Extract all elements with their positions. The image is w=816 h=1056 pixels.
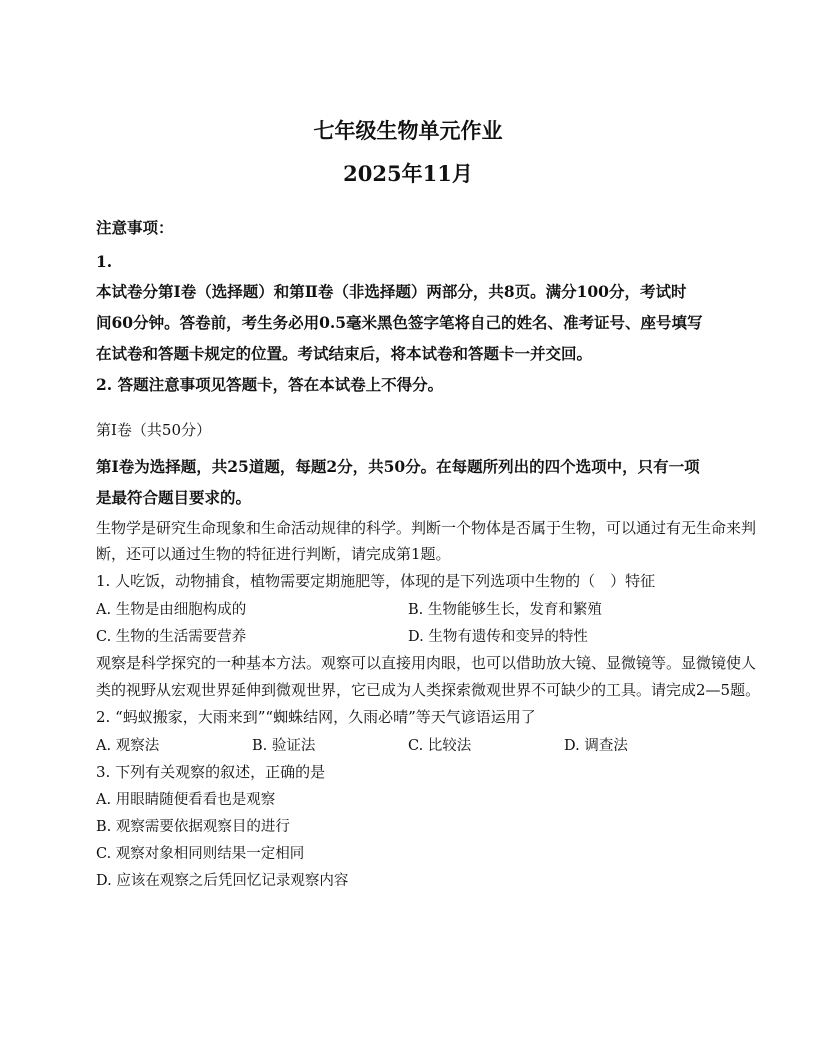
section-heading: 第Ⅰ卷（共50分）	[96, 421, 212, 439]
notice-item1-number: 1.	[96, 252, 113, 271]
notice-heading: 注意事项：	[96, 218, 174, 237]
q3-option-c: C. 观察对象相同则结果一定相同	[96, 846, 305, 862]
q1-option-d: D. 生物有遗传和变异的特性	[408, 629, 588, 645]
q2-option-b: B. 验证法	[252, 738, 316, 754]
question-1-stem: 1. 人吃饭，动物捕食，植物需要定期施肥等，体现的是下列选项中生物的（ ）特征	[96, 572, 656, 590]
passage-line: 类的视野从宏观世界延伸到微观世界，它已成为人类探索微观世界不可缺少的工具。请完成2—5题。	[96, 681, 761, 699]
q2-option-d: D. 调查法	[564, 738, 628, 754]
passage-line: 生物学是研究生命现象和生命活动规律的科学。判断一个物体是否属于生物，可以通过有无生命来判	[96, 519, 757, 537]
q2-option-c: C. 比较法	[408, 738, 472, 754]
q1-option-a: A. 生物是由细胞构成的	[96, 602, 247, 618]
page-title: 七年级生物单元作业	[313, 118, 503, 143]
section-instruction-line: 第Ⅰ卷为选择题，共25道题，每题2分，共50分。在每题所列出的四个选项中，只有一项	[96, 457, 700, 476]
q1-option-b: B. 生物能够生长，发育和繁殖	[408, 602, 602, 618]
notice-item1-line: 本试卷分第Ⅰ卷（选择题）和第Ⅱ卷（非选择题）两部分，共8页。满分100分，考试时	[96, 282, 687, 301]
q3-option-d: D. 应该在观察之后凭回忆记录观察内容	[96, 873, 349, 889]
page-date: 2025年11月	[343, 161, 473, 186]
q2-option-a: A. 观察法	[96, 738, 160, 754]
passage-line: 观察是科学探究的一种基本方法。观察可以直接用肉眼，也可以借助放大镜、显微镜等。显微镜使人	[96, 654, 757, 672]
q3-option-b: B. 观察需要依据观察目的进行	[96, 819, 290, 835]
q3-option-a: A. 用眼睛随便看看也是观察	[96, 792, 276, 808]
question-3-stem: 3. 下列有关观察的叙述，正确的是	[96, 763, 326, 781]
q1-option-c: C. 生物的生活需要营养	[96, 629, 247, 645]
passage-line: 断，还可以通过生物的特征进行判断，请完成第1题。	[96, 545, 451, 563]
question-2-stem: 2. “蚂蚁搬家，大雨来到”“蜘蛛结网，久雨必晴”等天气谚语运用了	[96, 708, 536, 726]
section-instruction-line: 是最符合题目要求的。	[96, 488, 252, 507]
notice-item2: 2. 答题注意事项见答题卡，答在本试卷上不得分。	[96, 375, 444, 394]
notice-item1-line: 间60分钟。答卷前，考生务必用0.5毫米黑色签字笔将自己的姓名、准考证号、座号填写	[96, 313, 703, 332]
notice-item1-line: 在试卷和答题卡规定的位置。考试结束后，将本试卷和答题卡一并交回。	[96, 344, 593, 363]
